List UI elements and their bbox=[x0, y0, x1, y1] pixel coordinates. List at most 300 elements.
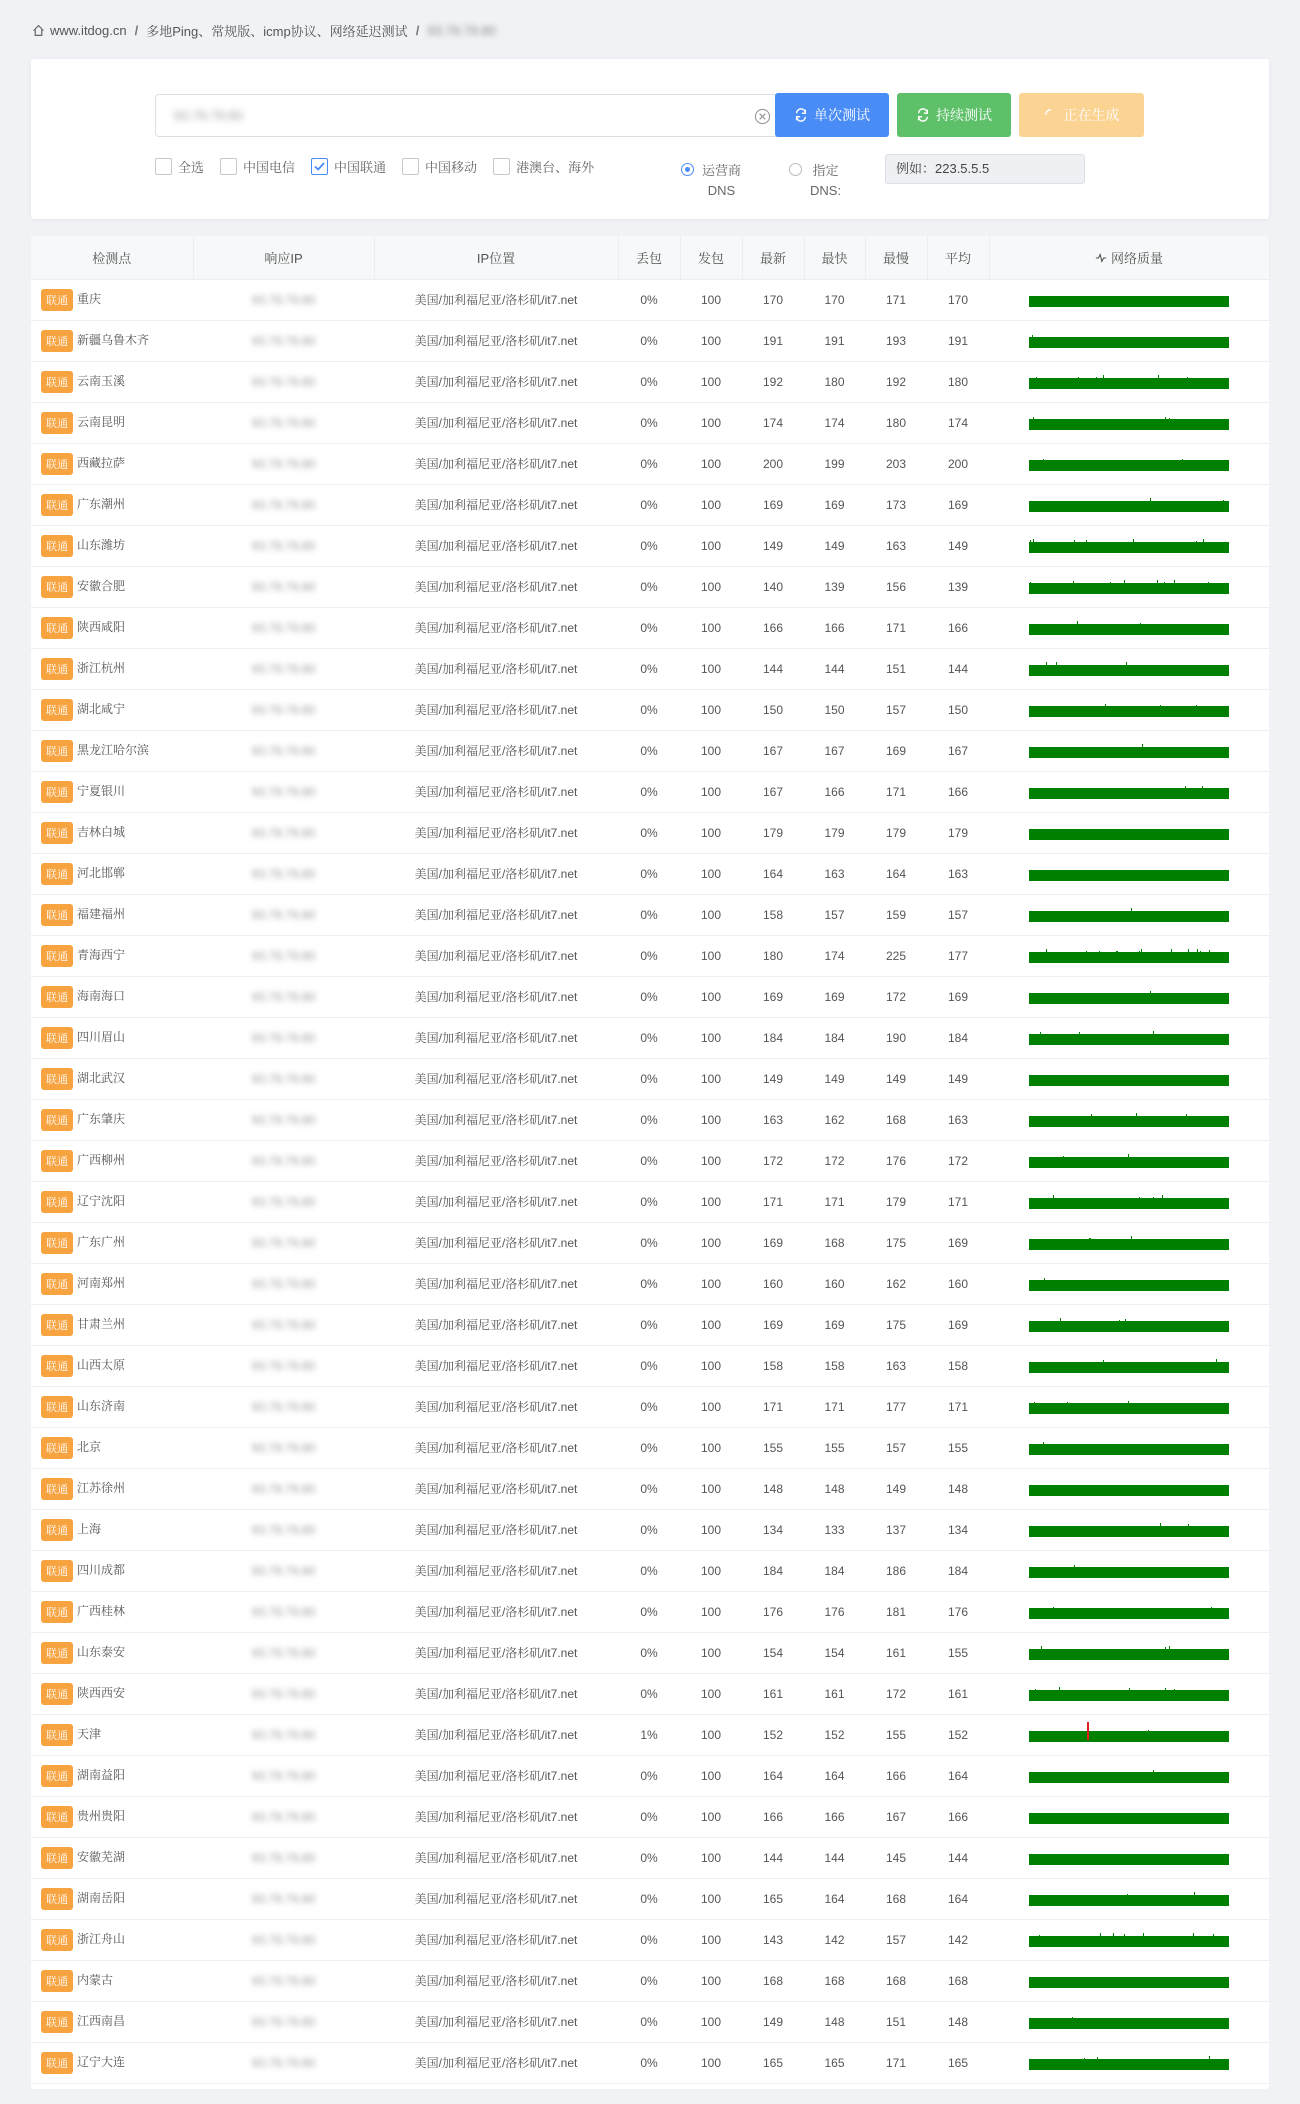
latest-cell: 167 bbox=[742, 771, 804, 812]
isp-badge: 联通 bbox=[41, 1396, 73, 1418]
site-name: 云南昆明 bbox=[77, 414, 126, 429]
ip-cell bbox=[193, 1386, 374, 1427]
average-cell: 142 bbox=[927, 1919, 989, 1960]
response-ip: 93.79.79.80 bbox=[251, 333, 316, 348]
quality-bar bbox=[1029, 1482, 1229, 1496]
location-cell: 美国/加利福尼亚/洛杉矶/it7.net bbox=[374, 812, 618, 853]
response-ip: 93.79.79.80 bbox=[251, 1153, 316, 1168]
latest-cell: 144 bbox=[742, 1837, 804, 1878]
table-row bbox=[31, 689, 1269, 730]
response-ip: 93.79.79.80 bbox=[251, 1727, 316, 1742]
ip-cell bbox=[193, 1345, 374, 1386]
quality-bar bbox=[1029, 1236, 1229, 1250]
fastest-cell: 166 bbox=[804, 607, 865, 648]
loss-cell: 0% bbox=[618, 484, 680, 525]
latest-cell: 149 bbox=[742, 525, 804, 566]
site-name: 河南郑州 bbox=[77, 1275, 126, 1290]
sent-cell: 100 bbox=[680, 525, 742, 566]
slowest-cell: 180 bbox=[865, 402, 927, 443]
quality-cell bbox=[989, 1427, 1269, 1468]
slowest-cell: 203 bbox=[865, 443, 927, 484]
average-cell: 179 bbox=[927, 812, 989, 853]
jitter-tick bbox=[1063, 1156, 1064, 1168]
refresh-icon bbox=[794, 108, 808, 122]
location-cell: 美国/加利福尼亚/洛杉矶/it7.net bbox=[374, 1263, 618, 1304]
clear-icon[interactable] bbox=[754, 108, 771, 125]
filter-label: 中国移动 bbox=[425, 160, 478, 175]
ip-cell bbox=[193, 1181, 374, 1222]
breadcrumb-separator: / bbox=[415, 22, 420, 38]
jitter-tick bbox=[1139, 951, 1140, 963]
average-cell: 176 bbox=[927, 1591, 989, 1632]
jitter-tick bbox=[1034, 1402, 1035, 1414]
sent-cell: 100 bbox=[680, 1960, 742, 2001]
latest-cell: 184 bbox=[742, 1017, 804, 1058]
quality-bar-fill bbox=[1029, 1321, 1229, 1332]
table-row bbox=[31, 894, 1269, 935]
average-cell: 166 bbox=[927, 607, 989, 648]
loss-cell: 0% bbox=[618, 566, 680, 607]
site-name: 天津 bbox=[77, 1726, 102, 1741]
average-cell: 149 bbox=[927, 525, 989, 566]
site-name: 重庆 bbox=[77, 291, 102, 306]
quality-cell bbox=[989, 853, 1269, 894]
latest-cell: 149 bbox=[742, 2001, 804, 2042]
table-row bbox=[31, 2042, 1269, 2083]
quality-bar bbox=[1029, 1318, 1229, 1332]
average-cell: 168 bbox=[927, 1960, 989, 2001]
response-ip: 93.79.79.80 bbox=[251, 497, 316, 512]
ip-cell bbox=[193, 402, 374, 443]
table-row bbox=[31, 935, 1269, 976]
jitter-tick bbox=[1056, 662, 1057, 676]
jitter-tick bbox=[1099, 951, 1100, 963]
target-input[interactable] bbox=[155, 94, 786, 137]
location-cell: 美国/加利福尼亚/洛杉矶/it7.net bbox=[374, 484, 618, 525]
jitter-tick bbox=[1089, 1238, 1090, 1250]
jitter-tick bbox=[1174, 580, 1175, 594]
site-cell bbox=[31, 1386, 193, 1427]
col-header-location[interactable]: IP位置 bbox=[374, 236, 618, 279]
jitter-tick bbox=[1209, 950, 1210, 963]
col-header-sent[interactable]: 发包 bbox=[680, 236, 742, 279]
col-header-loss[interactable]: 丢包 bbox=[618, 236, 680, 279]
response-ip: 93.79.79.80 bbox=[251, 1809, 316, 1824]
slowest-cell: 193 bbox=[865, 320, 927, 361]
jitter-tick bbox=[1086, 540, 1087, 553]
quality-cell bbox=[989, 1304, 1269, 1345]
site-cell bbox=[31, 894, 193, 935]
site-name: 广东潮州 bbox=[77, 496, 126, 511]
quality-bar bbox=[1029, 1359, 1229, 1373]
quality-bar-fill bbox=[1029, 870, 1229, 881]
site-cell bbox=[31, 771, 193, 812]
site-cell bbox=[31, 1509, 193, 1550]
quality-cell bbox=[989, 1140, 1269, 1181]
loss-cell: 0% bbox=[618, 443, 680, 484]
fastest-cell: 170 bbox=[804, 279, 865, 320]
quality-bar bbox=[1029, 416, 1229, 430]
site-cell bbox=[31, 320, 193, 361]
ip-cell bbox=[193, 525, 374, 566]
table-row bbox=[31, 976, 1269, 1017]
location-cell: 美国/加利福尼亚/洛杉矶/it7.net bbox=[374, 853, 618, 894]
col-header-average[interactable]: 平均 bbox=[927, 236, 989, 279]
quality-bar-fill bbox=[1029, 419, 1229, 430]
slowest-cell: 157 bbox=[865, 1919, 927, 1960]
ip-cell bbox=[193, 894, 374, 935]
isp-badge: 联通 bbox=[41, 1478, 73, 1500]
site-cell bbox=[31, 1222, 193, 1263]
jitter-tick bbox=[1060, 1318, 1061, 1332]
loss-cell: 0% bbox=[618, 1427, 680, 1468]
isp-badge: 联通 bbox=[41, 863, 73, 885]
quality-bar bbox=[1029, 498, 1229, 512]
jitter-tick bbox=[1139, 1197, 1140, 1209]
latest-cell: 179 bbox=[742, 812, 804, 853]
jitter-tick bbox=[1053, 1195, 1054, 1209]
jitter-tick bbox=[1043, 459, 1044, 471]
col-header-latest[interactable]: 最新 bbox=[742, 236, 804, 279]
isp-badge: 联通 bbox=[41, 1683, 73, 1705]
site-cell bbox=[31, 484, 193, 525]
table-row bbox=[31, 1099, 1269, 1140]
quality-bar bbox=[1029, 908, 1229, 922]
breadcrumb-page-link[interactable]: 多地Ping、常规版、icmp协议、网络延迟测试 bbox=[146, 23, 408, 39]
slowest-cell: 156 bbox=[865, 566, 927, 607]
isp-badge: 联通 bbox=[41, 1150, 73, 1172]
jitter-tick bbox=[1216, 1359, 1217, 1373]
loss-cell: 0% bbox=[618, 2001, 680, 2042]
average-cell: 191 bbox=[927, 320, 989, 361]
jitter-tick bbox=[1133, 539, 1134, 553]
loss-cell: 0% bbox=[618, 525, 680, 566]
site-name: 上海 bbox=[77, 1521, 102, 1536]
latest-cell: 180 bbox=[742, 935, 804, 976]
jitter-tick bbox=[1073, 581, 1074, 594]
average-cell: 169 bbox=[927, 1222, 989, 1263]
slowest-cell: 171 bbox=[865, 279, 927, 320]
col-header-quality[interactable] bbox=[989, 236, 1269, 279]
custom-dns-radio[interactable] bbox=[789, 161, 841, 201]
sent-cell: 100 bbox=[680, 484, 742, 525]
jitter-tick bbox=[1140, 623, 1141, 635]
quality-bar-fill bbox=[1029, 706, 1229, 717]
latest-cell: 150 bbox=[742, 689, 804, 730]
quality-cell bbox=[989, 566, 1269, 607]
custom-dns-input[interactable]: 例如：223.5.5.5 bbox=[885, 154, 1085, 184]
col-header-fastest[interactable]: 最快 bbox=[804, 236, 865, 279]
ip-cell bbox=[193, 1878, 374, 1919]
response-ip: 93.79.79.80 bbox=[251, 661, 316, 676]
table-row bbox=[31, 730, 1269, 771]
quality-bar bbox=[1029, 1277, 1229, 1291]
response-ip: 93.79.79.80 bbox=[251, 292, 316, 307]
quality-cell bbox=[989, 771, 1269, 812]
table-row bbox=[31, 1304, 1269, 1345]
jitter-tick bbox=[1032, 335, 1033, 348]
site-name: 陕西西安 bbox=[77, 1685, 126, 1700]
site-name: 内蒙古 bbox=[77, 1972, 114, 1987]
quality-bar-fill bbox=[1029, 911, 1229, 922]
col-header-slowest[interactable]: 最慢 bbox=[865, 236, 927, 279]
ip-cell bbox=[193, 1591, 374, 1632]
jitter-tick bbox=[1200, 951, 1201, 963]
location-cell: 美国/加利福尼亚/洛杉矶/it7.net bbox=[374, 566, 618, 607]
response-ip: 93.79.79.80 bbox=[251, 948, 316, 963]
location-cell: 美国/加利福尼亚/洛杉矶/it7.net bbox=[374, 1345, 618, 1386]
sent-cell: 100 bbox=[680, 1304, 742, 1345]
fastest-cell: 171 bbox=[804, 1386, 865, 1427]
jitter-tick bbox=[1096, 377, 1097, 389]
isp-badge: 联通 bbox=[41, 1109, 73, 1131]
filter-checkbox[interactable] bbox=[311, 157, 386, 176]
response-ip: 93.79.79.80 bbox=[251, 1399, 316, 1414]
ip-cell bbox=[193, 361, 374, 402]
jitter-tick bbox=[1165, 417, 1166, 430]
target-input-value: 93.79.79.80 bbox=[174, 108, 243, 123]
ip-cell bbox=[193, 607, 374, 648]
site-cell bbox=[31, 525, 193, 566]
average-cell: 184 bbox=[927, 1017, 989, 1058]
isp-badge: 联通 bbox=[41, 2011, 73, 2033]
jitter-tick bbox=[1153, 1197, 1154, 1209]
quality-cell bbox=[989, 320, 1269, 361]
jitter-tick bbox=[1193, 1933, 1194, 1947]
filter-checkbox[interactable] bbox=[155, 157, 204, 176]
quality-bar-fill bbox=[1029, 2018, 1229, 2029]
loss-cell: 0% bbox=[618, 1673, 680, 1714]
slowest-cell: 163 bbox=[865, 525, 927, 566]
ip-cell bbox=[193, 1304, 374, 1345]
jitter-tick bbox=[1187, 377, 1188, 389]
jitter-tick bbox=[1142, 744, 1143, 758]
quality-bar bbox=[1029, 1154, 1229, 1168]
site-cell bbox=[31, 1058, 193, 1099]
average-cell: 166 bbox=[927, 771, 989, 812]
isp-badge: 联通 bbox=[41, 1273, 73, 1295]
sent-cell: 100 bbox=[680, 1140, 742, 1181]
quality-cell bbox=[989, 1509, 1269, 1550]
quality-cell bbox=[989, 525, 1269, 566]
quality-bar bbox=[1029, 1933, 1229, 1947]
breadcrumb bbox=[32, 20, 496, 40]
quality-cell bbox=[989, 1468, 1269, 1509]
filter-checkbox[interactable] bbox=[493, 157, 594, 176]
slowest-cell: 179 bbox=[865, 812, 927, 853]
single-test-button[interactable] bbox=[775, 93, 889, 137]
isp-badge: 联通 bbox=[41, 535, 73, 557]
sent-cell: 100 bbox=[680, 279, 742, 320]
site-cell bbox=[31, 812, 193, 853]
slowest-cell: 157 bbox=[865, 689, 927, 730]
quality-bar bbox=[1029, 621, 1229, 635]
loss-cell: 0% bbox=[618, 1386, 680, 1427]
table-row bbox=[31, 1878, 1269, 1919]
col-header-ip[interactable]: 响应IP bbox=[193, 236, 374, 279]
sent-cell: 100 bbox=[680, 1919, 742, 1960]
site-name: 黑龙江哈尔滨 bbox=[77, 742, 150, 757]
filter-checkbox[interactable] bbox=[402, 157, 477, 176]
site-cell bbox=[31, 1304, 193, 1345]
average-cell: 165 bbox=[927, 2042, 989, 2083]
location-cell: 美国/加利福尼亚/洛杉矶/it7.net bbox=[374, 1017, 618, 1058]
table-row bbox=[31, 320, 1269, 361]
isp-badge: 联通 bbox=[41, 1191, 73, 1213]
isp-badge: 联通 bbox=[41, 1642, 73, 1664]
site-name: 河北邯郸 bbox=[77, 865, 126, 880]
location-cell: 美国/加利福尼亚/洛杉矶/it7.net bbox=[374, 1181, 618, 1222]
location-cell: 美国/加利福尼亚/洛杉矶/it7.net bbox=[374, 320, 618, 361]
location-cell: 美国/加利福尼亚/洛杉矶/it7.net bbox=[374, 1304, 618, 1345]
site-cell bbox=[31, 2042, 193, 2083]
quality-bar-fill bbox=[1029, 378, 1229, 389]
slowest-cell: 177 bbox=[865, 1386, 927, 1427]
isp-badge: 联通 bbox=[41, 904, 73, 926]
quality-bar-fill bbox=[1029, 624, 1229, 635]
quality-bar bbox=[1029, 334, 1229, 348]
isp-badge: 联通 bbox=[41, 412, 73, 434]
quality-bar bbox=[1029, 1072, 1229, 1086]
quality-bar-fill bbox=[1029, 542, 1229, 553]
table-row bbox=[31, 1345, 1269, 1386]
site-name: 四川成都 bbox=[77, 1562, 126, 1577]
quality-cell bbox=[989, 2001, 1269, 2042]
fastest-cell: 165 bbox=[804, 2042, 865, 2083]
loss-cell: 0% bbox=[618, 1181, 680, 1222]
location-cell: 美国/加利福尼亚/洛杉矶/it7.net bbox=[374, 689, 618, 730]
ip-cell bbox=[193, 812, 374, 853]
site-cell bbox=[31, 443, 193, 484]
table-header-row bbox=[31, 236, 1269, 279]
site-cell bbox=[31, 1017, 193, 1058]
col-header-site[interactable]: 检测点 bbox=[31, 236, 193, 279]
jitter-tick bbox=[1127, 1894, 1128, 1906]
jitter-tick bbox=[1091, 1114, 1092, 1127]
breadcrumb-home-link[interactable]: www.itdog.cn bbox=[50, 22, 127, 38]
ip-cell bbox=[193, 1837, 374, 1878]
latest-cell: 171 bbox=[742, 1386, 804, 1427]
jitter-tick bbox=[1209, 2056, 1210, 2070]
quality-cell bbox=[989, 730, 1269, 771]
fastest-cell: 148 bbox=[804, 1468, 865, 1509]
quality-cell bbox=[989, 648, 1269, 689]
sent-cell: 100 bbox=[680, 1181, 742, 1222]
slowest-cell: 176 bbox=[865, 1140, 927, 1181]
average-cell: 170 bbox=[927, 279, 989, 320]
latest-cell: 172 bbox=[742, 1140, 804, 1181]
location-cell: 美国/加利福尼亚/洛杉矶/it7.net bbox=[374, 1714, 618, 1755]
site-cell bbox=[31, 1878, 193, 1919]
loss-cell: 0% bbox=[618, 1017, 680, 1058]
table-row bbox=[31, 402, 1269, 443]
table-row bbox=[31, 525, 1269, 566]
jitter-tick bbox=[1040, 1032, 1041, 1045]
fastest-cell: 169 bbox=[804, 484, 865, 525]
isp-badge: 联通 bbox=[41, 330, 73, 352]
quality-cell bbox=[989, 1099, 1269, 1140]
latest-cell: 144 bbox=[742, 648, 804, 689]
jitter-tick bbox=[1188, 1524, 1189, 1537]
response-ip: 93.79.79.80 bbox=[251, 1522, 316, 1537]
quality-bar-fill bbox=[1029, 1813, 1229, 1824]
ip-cell bbox=[193, 730, 374, 771]
latest-cell: 134 bbox=[742, 1509, 804, 1550]
continuous-test-label: 持续测试 bbox=[936, 107, 992, 123]
radio-dot-selected bbox=[681, 163, 694, 176]
jitter-tick bbox=[1103, 1360, 1104, 1373]
loss-cell: 0% bbox=[618, 812, 680, 853]
fastest-cell: 163 bbox=[804, 853, 865, 894]
slowest-cell: 155 bbox=[865, 1714, 927, 1755]
fastest-cell: 191 bbox=[804, 320, 865, 361]
latest-cell: 184 bbox=[742, 1550, 804, 1591]
site-name: 山东泰安 bbox=[77, 1644, 126, 1659]
response-ip: 93.79.79.80 bbox=[251, 825, 316, 840]
single-test-label: 单次测试 bbox=[814, 107, 870, 123]
site-name: 新疆乌鲁木齐 bbox=[77, 332, 150, 347]
quality-bar bbox=[1029, 662, 1229, 676]
latest-cell: 143 bbox=[742, 1919, 804, 1960]
filter-label: 港澳台、海外 bbox=[516, 160, 595, 175]
jitter-tick bbox=[1150, 991, 1151, 1004]
loss-cell: 0% bbox=[618, 1960, 680, 2001]
site-name: 广东广州 bbox=[77, 1234, 126, 1249]
location-cell: 美国/加利福尼亚/洛杉矶/it7.net bbox=[374, 1837, 618, 1878]
jitter-tick bbox=[1124, 1934, 1125, 1947]
site-name: 广西桂林 bbox=[77, 1603, 126, 1618]
carrier-dns-radio[interactable] bbox=[681, 161, 741, 201]
response-ip: 93.79.79.80 bbox=[251, 784, 316, 799]
table-row bbox=[31, 1550, 1269, 1591]
fastest-cell: 174 bbox=[804, 402, 865, 443]
site-name: 吉林白城 bbox=[77, 824, 126, 839]
response-ip: 93.79.79.80 bbox=[251, 743, 316, 758]
fastest-cell: 184 bbox=[804, 1550, 865, 1591]
quality-bar bbox=[1029, 826, 1229, 840]
location-cell: 美国/加利福尼亚/洛杉矶/it7.net bbox=[374, 1386, 618, 1427]
sent-cell: 100 bbox=[680, 1468, 742, 1509]
continuous-test-button[interactable] bbox=[897, 93, 1011, 137]
fastest-cell: 161 bbox=[804, 1673, 865, 1714]
ip-cell bbox=[193, 1222, 374, 1263]
slowest-cell: 151 bbox=[865, 2001, 927, 2042]
quality-cell bbox=[989, 1919, 1269, 1960]
ip-cell bbox=[193, 1673, 374, 1714]
loss-cell: 0% bbox=[618, 1878, 680, 1919]
isp-badge: 联通 bbox=[41, 1519, 73, 1541]
spinner-icon bbox=[1044, 108, 1058, 122]
latest-cell: 158 bbox=[742, 894, 804, 935]
location-cell: 美国/加利福尼亚/洛杉矶/it7.net bbox=[374, 1058, 618, 1099]
breadcrumb-separator: / bbox=[134, 22, 139, 38]
quality-cell bbox=[989, 402, 1269, 443]
jitter-tick bbox=[1128, 1154, 1129, 1168]
response-ip: 93.79.79.80 bbox=[251, 1112, 316, 1127]
jitter-tick bbox=[1160, 705, 1161, 717]
isp-badge: 联通 bbox=[41, 986, 73, 1008]
filter-checkbox[interactable] bbox=[220, 157, 295, 176]
isp-badge: 联通 bbox=[41, 1847, 73, 1869]
ip-cell bbox=[193, 1550, 374, 1591]
generating-button[interactable] bbox=[1019, 93, 1144, 137]
site-cell bbox=[31, 1673, 193, 1714]
site-name: 陕西咸阳 bbox=[77, 619, 126, 634]
fastest-cell: 164 bbox=[804, 1755, 865, 1796]
average-cell: 144 bbox=[927, 1837, 989, 1878]
quality-cell bbox=[989, 1222, 1269, 1263]
quality-bar-fill bbox=[1029, 460, 1229, 471]
